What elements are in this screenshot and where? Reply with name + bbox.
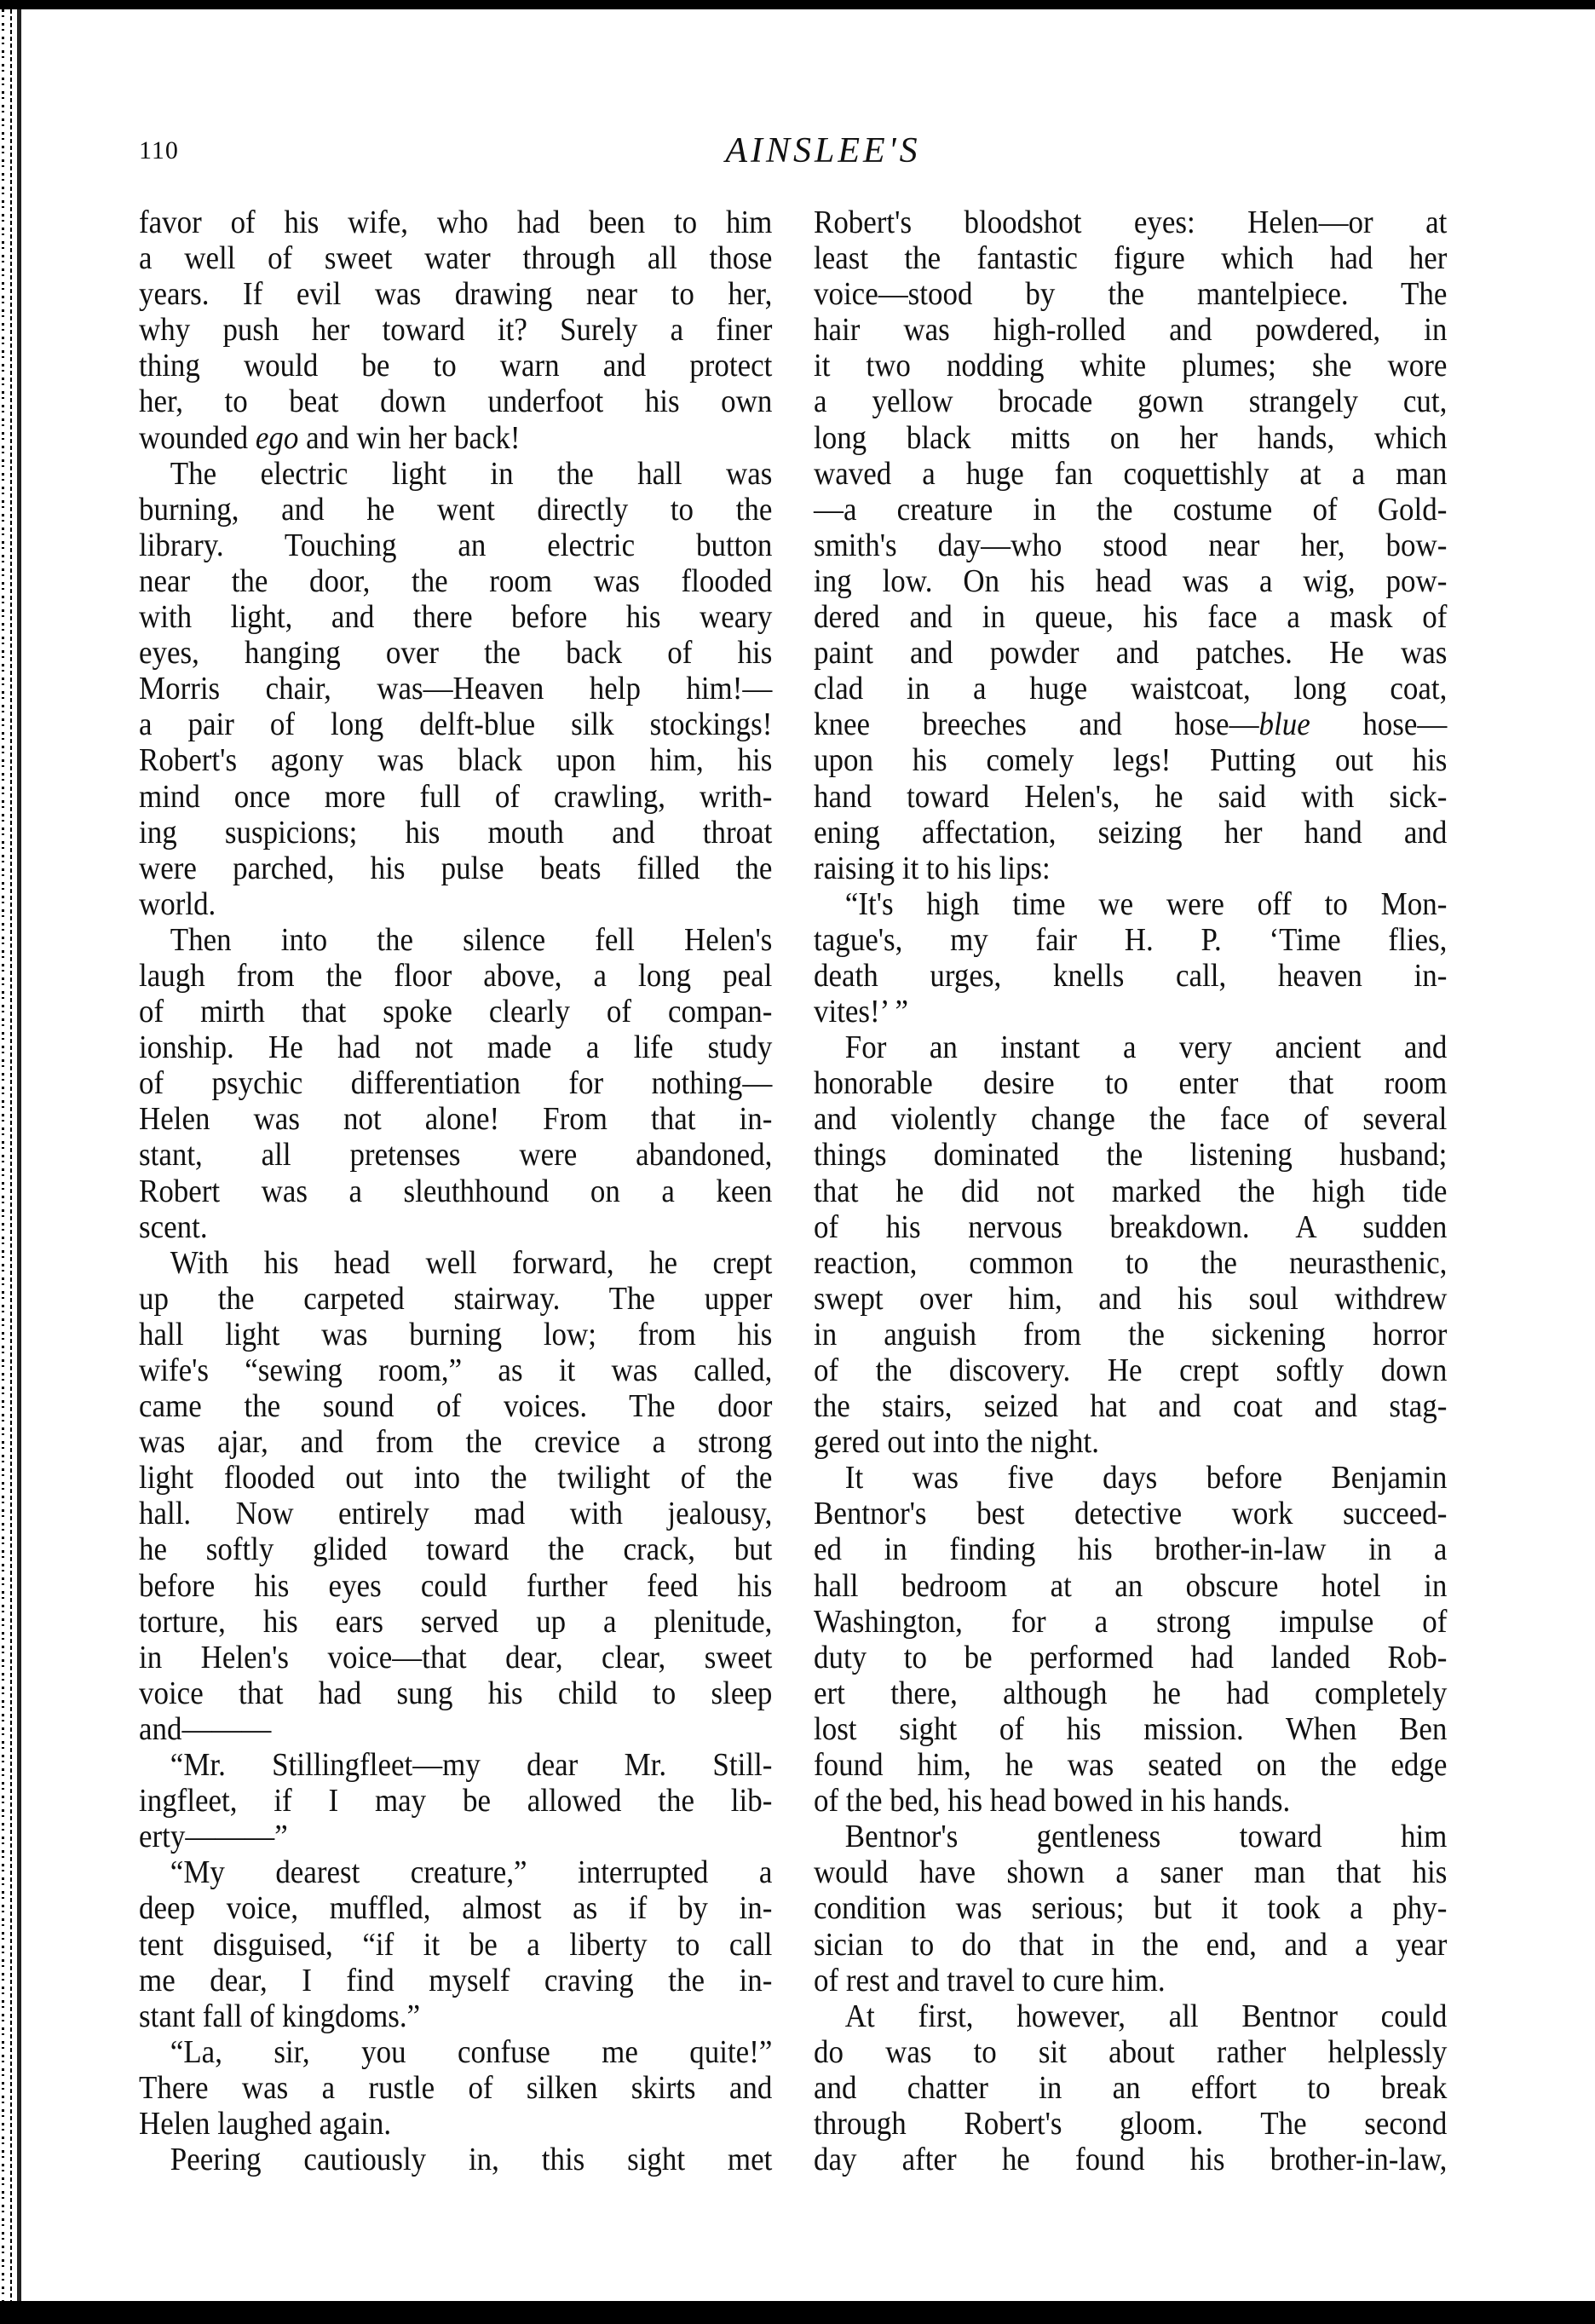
text-line xyxy=(139,420,772,456)
scan-bottom-border xyxy=(0,2301,1595,2324)
text-line: eyes, hanging over the back of his xyxy=(139,635,773,672)
text-line: hand toward Helen's, he said with sick- xyxy=(814,778,1448,815)
text-line: before his eyes could further feed his xyxy=(139,1567,773,1604)
page-number: 110 xyxy=(139,136,179,164)
text-line: Helen laughed again. xyxy=(139,2105,392,2142)
text-line: things dominated the listening husband; xyxy=(814,1137,1448,1174)
text-line: would have shown a saner man that his xyxy=(814,1854,1448,1891)
text-line: ening affectation, seizing her hand and xyxy=(814,814,1448,851)
text-line: it two nodding white plumes; she wore xyxy=(814,348,1448,384)
text-line: wife's “sewing room,” as it was called, xyxy=(139,1352,773,1388)
text-line: hall bedroom at an obscure hotel in xyxy=(814,1567,1448,1604)
text-line: why push her toward it? Surely a finer xyxy=(139,312,773,349)
text-line: of mirth that spoke clearly of compan- xyxy=(139,994,773,1030)
text-line: ing low. On his head was a wig, pow- xyxy=(814,562,1448,599)
text-line: Morris chair, was—Heaven help him!— xyxy=(139,671,773,707)
text-line: hair was high-rolled and powdered, in xyxy=(814,312,1448,349)
text-fragment: wounded xyxy=(139,419,256,456)
text-line: in anguish from the sickening horror xyxy=(814,1316,1448,1352)
paragraph-start-line: “My dearest creature,” interrupted a xyxy=(170,1854,773,1891)
paragraph-start-line: “La, sir, you confuse me quite!” xyxy=(170,2033,773,2070)
text-line: death urges, knells call, heaven in- xyxy=(814,957,1448,994)
text-line: with light, and there before his weary xyxy=(139,599,773,636)
text-line: ert there, although he had completely xyxy=(814,1675,1448,1711)
paragraph-start-line: At first, however, all Bentnor could xyxy=(844,1998,1448,2034)
text-line: stant fall of kingdoms.” xyxy=(139,1998,421,2034)
text-line: Helen was not alone! From that in- xyxy=(139,1101,773,1138)
text-line: years. If evil was drawing near to her, xyxy=(139,276,773,313)
text-line: a pair of long delft-blue silk stockings! xyxy=(139,706,773,743)
right-text-column xyxy=(814,205,1448,2177)
text-line: scent. xyxy=(139,1208,208,1245)
text-line: found him, he was seated on the edge xyxy=(814,1747,1448,1784)
text-line: that he did not marked the high tide xyxy=(814,1173,1448,1209)
text-line: ionship. He had not made a life study xyxy=(139,1029,773,1066)
text-line: Bentnor's best detective work succeed- xyxy=(814,1496,1448,1532)
text-line xyxy=(814,706,1447,742)
text-line: and violently change the face of several xyxy=(814,1101,1448,1138)
paragraph-start-line: With his head well forward, he crept xyxy=(170,1244,773,1281)
text-line: There was a rustle of silken skirts and xyxy=(139,2069,773,2106)
text-line: voice—stood by the mantelpiece. The xyxy=(814,276,1448,313)
text-line: was ajar, and from the crevice a strong xyxy=(139,1424,773,1461)
text-line: ing suspicions; his mouth and throat xyxy=(139,814,773,851)
text-line: favor of his wife, who had been to him xyxy=(139,205,773,240)
text-line: raising it to his lips: xyxy=(814,850,1051,886)
paragraph-start-line: “Mr. Stillingfleet—my dear Mr. Still- xyxy=(170,1747,773,1784)
text-line: upon his comely legs! Putting out his xyxy=(814,742,1448,779)
text-line: and——— xyxy=(139,1710,272,1747)
text-line: —a creature in the costume of Gold- xyxy=(814,491,1448,528)
text-line: came the sound of voices. The door xyxy=(139,1388,773,1425)
text-line: Washington, for a strong impulse of xyxy=(814,1603,1448,1640)
text-line: condition was serious; but it took a phy- xyxy=(814,1890,1448,1927)
text-line: day after he found his brother-in-law, xyxy=(814,2142,1448,2178)
text-line: sician to do that in the end, and a year xyxy=(814,1926,1448,1963)
text-line: duty to be performed had landed Rob- xyxy=(814,1639,1448,1675)
text-line: least the fantastic figure which had her xyxy=(814,240,1448,277)
text-line: torture, his ears served up a plenitude, xyxy=(139,1603,773,1640)
text-line: waved a huge fan coquettishly at a man xyxy=(814,455,1448,492)
text-line: he softly glided toward the crack, but xyxy=(139,1531,773,1568)
text-line: world. xyxy=(139,885,216,922)
text-line: of psychic differentiation for nothing— xyxy=(139,1065,773,1102)
text-line: ingfleet, if I may be allowed the lib- xyxy=(139,1783,773,1819)
text-line: gered out into the night. xyxy=(814,1424,1099,1461)
text-fragment: hose— xyxy=(1310,706,1448,743)
paragraph-start-line: “It's high time we were off to Mon- xyxy=(844,885,1448,922)
text-line: her, to beat down underfoot his own xyxy=(139,383,773,420)
text-line: Robert's bloodshot eyes: Helen—or at xyxy=(814,205,1448,240)
text-line: through Robert's gloom. The second xyxy=(814,2105,1448,2142)
text-line: Robert's agony was black upon him, his xyxy=(139,742,773,779)
text-line: dered and in queue, his face a mask of xyxy=(814,599,1448,636)
text-fragment: knee breeches and hose— xyxy=(814,706,1259,743)
text-line: laugh from the floor above, a long peal xyxy=(139,957,773,994)
italic-word: blue xyxy=(1258,706,1310,743)
paragraph-start-line: Then into the silence fell Helen's xyxy=(170,921,773,958)
text-line: burning, and he went directly to the xyxy=(139,491,773,528)
text-line: do was to sit about rather helplessly xyxy=(814,2033,1448,2070)
text-line: were parched, his pulse beats filled the xyxy=(139,850,773,886)
text-line: erty———” xyxy=(139,1819,288,1855)
scan-top-border xyxy=(0,0,1595,9)
text-line: tent disguised, “if it be a liberty to call xyxy=(139,1926,773,1963)
text-line: light flooded out into the twilight of the xyxy=(139,1460,773,1496)
running-head-magazine-title: AINSLEE'S xyxy=(725,131,921,170)
text-fragment: and win her back! xyxy=(298,419,521,456)
paragraph-start-line: For an instant a very ancient and xyxy=(844,1029,1448,1066)
text-line: the stairs, seized hat and coat and stag- xyxy=(814,1388,1448,1425)
text-line: Robert was a sleuthhound on a keen xyxy=(139,1173,773,1209)
text-line: swept over him, and his soul withdrew xyxy=(814,1280,1448,1317)
text-line: hall light was burning low; from his xyxy=(139,1316,773,1352)
left-text-column xyxy=(139,205,773,2177)
text-line: vites!’ ” xyxy=(814,994,908,1030)
text-line: of the bed, his head bowed in his hands. xyxy=(814,1783,1291,1819)
text-line: of rest and travel to cure him. xyxy=(814,1962,1166,1998)
text-line: paint and powder and patches. He was xyxy=(814,635,1448,672)
text-line: honorable desire to enter that room xyxy=(814,1065,1448,1102)
italic-word: ego xyxy=(255,419,299,456)
text-line: stant, all pretenses were abandoned, xyxy=(139,1137,773,1174)
text-line: of his nervous breakdown. A sudden xyxy=(814,1208,1448,1245)
text-line: hall. Now entirely mad with jealousy, xyxy=(139,1496,773,1532)
text-line: reaction, common to the neurasthenic, xyxy=(814,1244,1448,1281)
text-line: tague's, my fair H. P. ‘Time flies, xyxy=(814,921,1448,958)
text-line: thing would be to warn and protect xyxy=(139,348,773,384)
text-line: me dear, I find myself craving the in- xyxy=(139,1962,773,1998)
paragraph-start-line: It was five days before Benjamin xyxy=(844,1460,1448,1496)
text-line: up the carpeted stairway. The upper xyxy=(139,1280,773,1317)
text-line: smith's day—who stood near her, bow- xyxy=(814,527,1448,563)
text-line: lost sight of his mission. When Ben xyxy=(814,1710,1448,1747)
text-line: voice that had sung his child to sleep xyxy=(139,1675,773,1711)
text-line: in Helen's voice—that dear, clear, sweet xyxy=(139,1639,773,1675)
text-line: of the discovery. He crept softly down xyxy=(814,1352,1448,1388)
text-line: mind once more full of crawling, writh- xyxy=(139,778,773,815)
text-line: deep voice, muffled, almost as if by in- xyxy=(139,1890,773,1927)
text-line: a yellow brocade gown strangely cut, xyxy=(814,383,1448,420)
paragraph-start-line: The electric light in the hall was xyxy=(170,455,773,492)
text-line: near the door, the room was flooded xyxy=(139,562,773,599)
paragraph-start-line: Bentnor's gentleness toward him xyxy=(844,1819,1448,1855)
text-line: clad in a huge waistcoat, long coat, xyxy=(814,671,1448,707)
text-line: a well of sweet water through all those xyxy=(139,240,773,277)
text-line: long black mitts on her hands, which xyxy=(814,419,1448,456)
text-line: ed in finding his brother-in-law in a xyxy=(814,1531,1448,1568)
text-line: and chatter in an effort to break xyxy=(814,2069,1448,2106)
text-line: library. Touching an electric button xyxy=(139,527,773,563)
book-spine-edge xyxy=(0,9,22,2301)
paragraph-start-line: Peering cautiously in, this sight met xyxy=(170,2142,773,2178)
